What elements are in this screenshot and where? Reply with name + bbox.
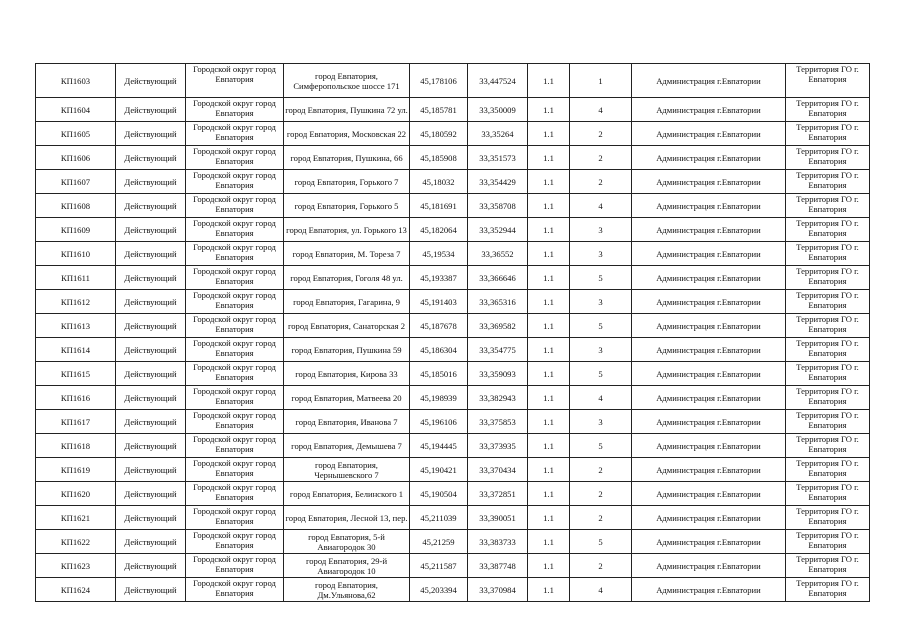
longitude-cell: 33,370434 [468, 458, 528, 482]
site-code-cell: КП1621 [36, 506, 116, 530]
status-cell: Действующий [116, 506, 186, 530]
municipality-cell: Городской округ город Евпатория [186, 554, 284, 578]
table-row [36, 218, 870, 242]
service-area-cell: Территория ГО г. Евпатория [786, 362, 870, 386]
longitude-cell: 33,372851 [468, 482, 528, 506]
table-row [36, 578, 870, 602]
service-area-cell: Территория ГО г. Евпатория [786, 506, 870, 530]
longitude-cell: 33,383733 [468, 530, 528, 554]
table-row [36, 170, 870, 194]
longitude-cell: 33,36552 [468, 242, 528, 266]
container-count-cell: 3 [570, 338, 632, 362]
type-code-cell: 1.1 [528, 194, 570, 218]
table-row [36, 554, 870, 578]
container-sites-table [35, 63, 870, 602]
container-count-cell: 5 [570, 530, 632, 554]
container-count-cell: 2 [570, 482, 632, 506]
service-area-cell: Территория ГО г. Евпатория [786, 170, 870, 194]
type-code-cell: 1.1 [528, 362, 570, 386]
status-cell: Действующий [116, 458, 186, 482]
municipality-cell: Городской округ город Евпатория [186, 578, 284, 602]
container-count-cell: 3 [570, 242, 632, 266]
address-cell: город Евпатория, 29-й Авиагородок 10 [284, 554, 410, 578]
site-code-cell: КП1623 [36, 554, 116, 578]
site-code-cell: КП1615 [36, 362, 116, 386]
owner-cell: Администрация г.Евпатории [632, 530, 786, 554]
address-cell: город Евпатория, Пушкина 72 ул. [284, 98, 410, 122]
status-cell: Действующий [116, 64, 186, 98]
site-code-cell: КП1619 [36, 458, 116, 482]
municipality-cell: Городской округ город Евпатория [186, 362, 284, 386]
latitude-cell: 45,211039 [410, 506, 468, 530]
container-count-cell: 5 [570, 362, 632, 386]
longitude-cell: 33,35264 [468, 122, 528, 146]
status-cell: Действующий [116, 482, 186, 506]
address-cell: город Евпатория, Иванова 7 [284, 410, 410, 434]
site-code-cell: КП1603 [36, 64, 116, 98]
municipality-cell: Городской округ город Евпатория [186, 314, 284, 338]
status-cell: Действующий [116, 98, 186, 122]
latitude-cell: 45,18032 [410, 170, 468, 194]
container-count-cell: 4 [570, 98, 632, 122]
owner-cell: Администрация г.Евпатории [632, 578, 786, 602]
type-code-cell: 1.1 [528, 578, 570, 602]
owner-cell: Администрация г.Евпатории [632, 242, 786, 266]
container-count-cell: 2 [570, 122, 632, 146]
latitude-cell: 45,203394 [410, 578, 468, 602]
service-area-cell: Территория ГО г. Евпатория [786, 338, 870, 362]
site-code-cell: КП1618 [36, 434, 116, 458]
longitude-cell: 33,351573 [468, 146, 528, 170]
latitude-cell: 45,194445 [410, 434, 468, 458]
type-code-cell: 1.1 [528, 554, 570, 578]
longitude-cell: 33,373935 [468, 434, 528, 458]
status-cell: Действующий [116, 218, 186, 242]
site-code-cell: КП1608 [36, 194, 116, 218]
municipality-cell: Городской округ город Евпатория [186, 146, 284, 170]
latitude-cell: 45,185908 [410, 146, 468, 170]
type-code-cell: 1.1 [528, 122, 570, 146]
container-count-cell: 5 [570, 434, 632, 458]
latitude-cell: 45,187678 [410, 314, 468, 338]
service-area-cell: Территория ГО г. Евпатория [786, 98, 870, 122]
type-code-cell: 1.1 [528, 98, 570, 122]
service-area-cell: Территория ГО г. Евпатория [786, 146, 870, 170]
site-code-cell: КП1607 [36, 170, 116, 194]
longitude-cell: 33,382943 [468, 386, 528, 410]
table-row [36, 290, 870, 314]
service-area-cell: Территория ГО г. Евпатория [786, 578, 870, 602]
longitude-cell: 33,359093 [468, 362, 528, 386]
container-count-cell: 3 [570, 290, 632, 314]
longitude-cell: 33,354775 [468, 338, 528, 362]
longitude-cell: 33,447524 [468, 64, 528, 98]
latitude-cell: 45,21259 [410, 530, 468, 554]
service-area-cell: Территория ГО г. Евпатория [786, 242, 870, 266]
longitude-cell: 33,358708 [468, 194, 528, 218]
latitude-cell: 45,19534 [410, 242, 468, 266]
address-cell: город Евпатория, М. Тореза 7 [284, 242, 410, 266]
municipality-cell: Городской округ город Евпатория [186, 530, 284, 554]
longitude-cell: 33,354429 [468, 170, 528, 194]
status-cell: Действующий [116, 578, 186, 602]
address-cell: город Евпатория, Матвеева 20 [284, 386, 410, 410]
site-code-cell: КП1617 [36, 410, 116, 434]
table-row [36, 98, 870, 122]
container-count-cell: 5 [570, 266, 632, 290]
service-area-cell: Территория ГО г. Евпатория [786, 194, 870, 218]
service-area-cell: Территория ГО г. Евпатория [786, 122, 870, 146]
municipality-cell: Городской округ город Евпатория [186, 64, 284, 98]
site-code-cell: КП1620 [36, 482, 116, 506]
service-area-cell: Территория ГО г. Евпатория [786, 554, 870, 578]
municipality-cell: Городской округ город Евпатория [186, 482, 284, 506]
longitude-cell: 33,350009 [468, 98, 528, 122]
table-row [36, 410, 870, 434]
municipality-cell: Городской округ город Евпатория [186, 170, 284, 194]
status-cell: Действующий [116, 194, 186, 218]
type-code-cell: 1.1 [528, 434, 570, 458]
site-code-cell: КП1616 [36, 386, 116, 410]
table-row [36, 338, 870, 362]
address-cell: город Евпатория, Дм.Ульянова,62 [284, 578, 410, 602]
table-row [36, 266, 870, 290]
municipality-cell: Городской округ город Евпатория [186, 386, 284, 410]
latitude-cell: 45,185016 [410, 362, 468, 386]
container-count-cell: 4 [570, 386, 632, 410]
site-code-cell: КП1609 [36, 218, 116, 242]
longitude-cell: 33,387748 [468, 554, 528, 578]
table-row [36, 530, 870, 554]
container-count-cell: 1 [570, 64, 632, 98]
type-code-cell: 1.1 [528, 386, 570, 410]
address-cell: город Евпатория, Горького 7 [284, 170, 410, 194]
municipality-cell: Городской округ город Евпатория [186, 506, 284, 530]
latitude-cell: 45,180592 [410, 122, 468, 146]
table-row [36, 64, 870, 98]
status-cell: Действующий [116, 530, 186, 554]
address-cell: город Евпатория, Гагарина, 9 [284, 290, 410, 314]
latitude-cell: 45,178106 [410, 64, 468, 98]
municipality-cell: Городской округ город Евпатория [186, 410, 284, 434]
address-cell: город Евпатория, Пушкина, 66 [284, 146, 410, 170]
owner-cell: Администрация г.Евпатории [632, 290, 786, 314]
owner-cell: Администрация г.Евпатории [632, 146, 786, 170]
address-cell: город Евпатория, Лесной 13, пер. [284, 506, 410, 530]
latitude-cell: 45,182064 [410, 218, 468, 242]
latitude-cell: 45,190504 [410, 482, 468, 506]
site-code-cell: КП1612 [36, 290, 116, 314]
status-cell: Действующий [116, 122, 186, 146]
site-code-cell: КП1624 [36, 578, 116, 602]
address-cell: город Евпатория, ул. Горького 13 [284, 218, 410, 242]
table-row [36, 362, 870, 386]
status-cell: Действующий [116, 266, 186, 290]
type-code-cell: 1.1 [528, 146, 570, 170]
table-row [36, 242, 870, 266]
latitude-cell: 45,186304 [410, 338, 468, 362]
site-code-cell: КП1605 [36, 122, 116, 146]
type-code-cell: 1.1 [528, 266, 570, 290]
status-cell: Действующий [116, 362, 186, 386]
municipality-cell: Городской округ город Евпатория [186, 242, 284, 266]
type-code-cell: 1.1 [528, 290, 570, 314]
address-cell: город Евпатория, Симферопольское шоссе 171 [284, 64, 410, 98]
table-row [36, 194, 870, 218]
site-code-cell: КП1613 [36, 314, 116, 338]
owner-cell: Администрация г.Евпатории [632, 314, 786, 338]
address-cell: город Евпатория, Пушкина 59 [284, 338, 410, 362]
address-cell: город Евпатория, Демышева 7 [284, 434, 410, 458]
address-cell: город Евпатория, Санаторская 2 [284, 314, 410, 338]
status-cell: Действующий [116, 242, 186, 266]
container-count-cell: 2 [570, 554, 632, 578]
service-area-cell: Территория ГО г. Евпатория [786, 482, 870, 506]
owner-cell: Администрация г.Евпатории [632, 218, 786, 242]
type-code-cell: 1.1 [528, 170, 570, 194]
status-cell: Действующий [116, 170, 186, 194]
table-row [36, 122, 870, 146]
owner-cell: Администрация г.Евпатории [632, 362, 786, 386]
table-row [36, 434, 870, 458]
address-cell: город Евпатория, Горького 5 [284, 194, 410, 218]
container-count-cell: 2 [570, 458, 632, 482]
type-code-cell: 1.1 [528, 314, 570, 338]
owner-cell: Администрация г.Евпатории [632, 458, 786, 482]
owner-cell: Администрация г.Евпатории [632, 410, 786, 434]
site-code-cell: КП1606 [36, 146, 116, 170]
longitude-cell: 33,369582 [468, 314, 528, 338]
municipality-cell: Городской округ город Евпатория [186, 434, 284, 458]
owner-cell: Администрация г.Евпатории [632, 482, 786, 506]
site-code-cell: КП1622 [36, 530, 116, 554]
table-row [36, 482, 870, 506]
municipality-cell: Городской округ город Евпатория [186, 122, 284, 146]
address-cell: город Евпатория, Гоголя 48 ул. [284, 266, 410, 290]
table-row [36, 458, 870, 482]
latitude-cell: 45,193387 [410, 266, 468, 290]
owner-cell: Администрация г.Евпатории [632, 554, 786, 578]
type-code-cell: 1.1 [528, 506, 570, 530]
longitude-cell: 33,375853 [468, 410, 528, 434]
container-count-cell: 5 [570, 314, 632, 338]
owner-cell: Администрация г.Евпатории [632, 506, 786, 530]
site-code-cell: КП1611 [36, 266, 116, 290]
status-cell: Действующий [116, 314, 186, 338]
address-cell: город Евпатория, Кирова 33 [284, 362, 410, 386]
type-code-cell: 1.1 [528, 64, 570, 98]
type-code-cell: 1.1 [528, 338, 570, 362]
owner-cell: Администрация г.Евпатории [632, 64, 786, 98]
owner-cell: Администрация г.Евпатории [632, 194, 786, 218]
latitude-cell: 45,191403 [410, 290, 468, 314]
owner-cell: Администрация г.Евпатории [632, 338, 786, 362]
latitude-cell: 45,198939 [410, 386, 468, 410]
owner-cell: Администрация г.Евпатории [632, 434, 786, 458]
municipality-cell: Городской округ город Евпатория [186, 98, 284, 122]
container-count-cell: 2 [570, 170, 632, 194]
service-area-cell: Территория ГО г. Евпатория [786, 218, 870, 242]
status-cell: Действующий [116, 146, 186, 170]
latitude-cell: 45,190421 [410, 458, 468, 482]
container-count-cell: 3 [570, 410, 632, 434]
service-area-cell: Территория ГО г. Евпатория [786, 434, 870, 458]
status-cell: Действующий [116, 386, 186, 410]
container-count-cell: 3 [570, 218, 632, 242]
longitude-cell: 33,352944 [468, 218, 528, 242]
container-count-cell: 2 [570, 146, 632, 170]
type-code-cell: 1.1 [528, 242, 570, 266]
site-code-cell: КП1604 [36, 98, 116, 122]
latitude-cell: 45,196106 [410, 410, 468, 434]
service-area-cell: Территория ГО г. Евпатория [786, 386, 870, 410]
type-code-cell: 1.1 [528, 218, 570, 242]
service-area-cell: Территория ГО г. Евпатория [786, 290, 870, 314]
longitude-cell: 33,390051 [468, 506, 528, 530]
table-row [36, 506, 870, 530]
site-code-cell: КП1610 [36, 242, 116, 266]
address-cell: город Евпатория, 5-й Авиагородок 30 [284, 530, 410, 554]
municipality-cell: Городской округ город Евпатория [186, 194, 284, 218]
municipality-cell: Городской округ город Евпатория [186, 338, 284, 362]
status-cell: Действующий [116, 338, 186, 362]
owner-cell: Администрация г.Евпатории [632, 98, 786, 122]
table-row [36, 314, 870, 338]
owner-cell: Администрация г.Евпатории [632, 122, 786, 146]
service-area-cell: Территория ГО г. Евпатория [786, 530, 870, 554]
table-row [36, 146, 870, 170]
status-cell: Действующий [116, 290, 186, 314]
status-cell: Действующий [116, 434, 186, 458]
service-area-cell: Территория ГО г. Евпатория [786, 314, 870, 338]
service-area-cell: Территория ГО г. Евпатория [786, 64, 870, 98]
municipality-cell: Городской округ город Евпатория [186, 266, 284, 290]
longitude-cell: 33,366646 [468, 266, 528, 290]
type-code-cell: 1.1 [528, 458, 570, 482]
owner-cell: Администрация г.Евпатории [632, 386, 786, 410]
status-cell: Действующий [116, 410, 186, 434]
service-area-cell: Территория ГО г. Евпатория [786, 266, 870, 290]
municipality-cell: Городской округ город Евпатория [186, 458, 284, 482]
latitude-cell: 45,181691 [410, 194, 468, 218]
latitude-cell: 45,211587 [410, 554, 468, 578]
owner-cell: Администрация г.Евпатории [632, 266, 786, 290]
type-code-cell: 1.1 [528, 410, 570, 434]
municipality-cell: Городской округ город Евпатория [186, 218, 284, 242]
registry-table-container [35, 63, 870, 602]
longitude-cell: 33,370984 [468, 578, 528, 602]
table-body [36, 64, 870, 602]
address-cell: город Евпатория, Чернышевского 7 [284, 458, 410, 482]
type-code-cell: 1.1 [528, 530, 570, 554]
longitude-cell: 33,365316 [468, 290, 528, 314]
status-cell: Действующий [116, 554, 186, 578]
owner-cell: Администрация г.Евпатории [632, 170, 786, 194]
latitude-cell: 45,185781 [410, 98, 468, 122]
municipality-cell: Городской округ город Евпатория [186, 290, 284, 314]
table-row [36, 386, 870, 410]
site-code-cell: КП1614 [36, 338, 116, 362]
service-area-cell: Территория ГО г. Евпатория [786, 458, 870, 482]
container-count-cell: 4 [570, 194, 632, 218]
address-cell: город Евпатория, Белинского 1 [284, 482, 410, 506]
container-count-cell: 4 [570, 578, 632, 602]
address-cell: город Евпатория, Московская 22 [284, 122, 410, 146]
type-code-cell: 1.1 [528, 482, 570, 506]
service-area-cell: Территория ГО г. Евпатория [786, 410, 870, 434]
container-count-cell: 2 [570, 506, 632, 530]
